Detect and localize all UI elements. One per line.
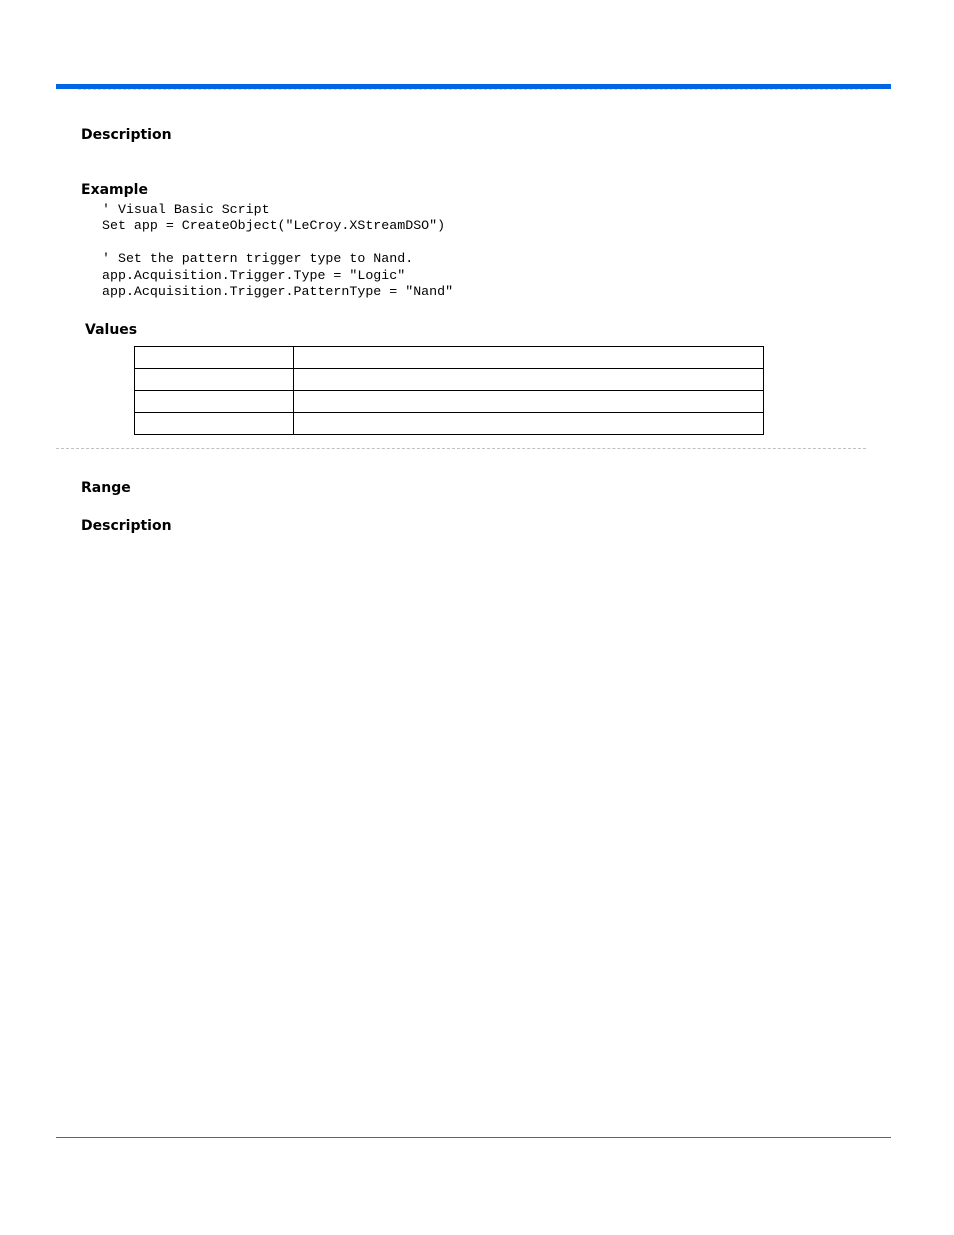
example-code-block: ' Visual Basic Script Set app = CreateObject("LeCroy.XStreamDSO") ' Set the pattern trigger type to Nand. app.Acquisition.Trigger.Type = "Logic" app.Acquisition.Trigger.PatternType = "Nand" [102, 202, 454, 300]
table-cell-value [135, 369, 294, 391]
section-dashed-divider [56, 448, 866, 449]
table-cell-description [294, 413, 764, 435]
example-heading: Example [81, 182, 148, 198]
table-row [135, 369, 764, 391]
table-cell-value [135, 413, 294, 435]
description-heading-2: Description [81, 518, 172, 534]
header-dashed-divider [78, 89, 868, 90]
table-cell-value [135, 391, 294, 413]
table-row [135, 413, 764, 435]
table-cell-description [294, 347, 764, 369]
table-cell-description [294, 369, 764, 391]
range-heading: Range [81, 480, 131, 496]
values-table [134, 346, 764, 435]
values-heading: Values [85, 322, 138, 338]
description-heading: Description [81, 127, 172, 143]
table-cell-value [135, 347, 294, 369]
footer-rule [56, 1137, 891, 1138]
table-cell-description [294, 391, 764, 413]
table-row [135, 391, 764, 413]
table-row [135, 347, 764, 369]
